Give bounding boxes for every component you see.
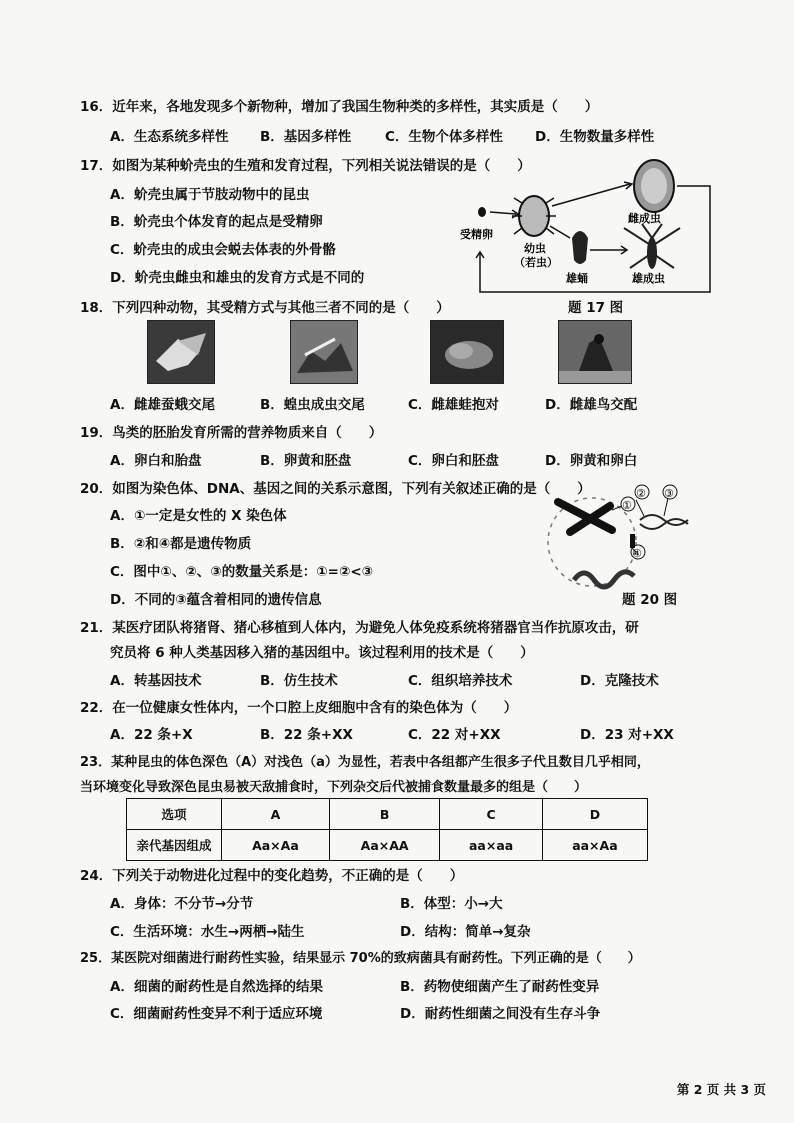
q24-option-c: C．生活环境：水生→两栖→陆生 — [110, 924, 305, 940]
table-header-row — [127, 799, 648, 830]
table-header-cell: B — [329, 799, 440, 830]
q20-option-a: A．①一定是女性的 X 染色体 — [110, 508, 287, 524]
q16-option-a: A．生态系统多样性 — [110, 129, 229, 145]
q19-option-d: D．卵黄和卵白 — [545, 453, 638, 469]
scale-insect-lifecycle-diagram — [452, 158, 722, 298]
table-header-cell: D — [542, 799, 647, 830]
q22-option-b: B．22 条+XX — [260, 727, 353, 743]
male-pupa-drawing — [572, 231, 588, 264]
question-21-stem: 21．某医疗团队将猪肾、猪心移植到人体内，为避免人体免疫系统将猪器官当作抗原攻击，研 — [80, 620, 639, 636]
q25-option-b: B．药物使细菌产生了耐药性变异 — [400, 979, 600, 995]
nymph-drawing — [519, 196, 549, 236]
bird-photo — [558, 320, 632, 384]
figure-20-caption: 题 20 图 — [622, 592, 678, 608]
q20-option-d: D．不同的③蕴含着相同的遗传信息 — [110, 592, 322, 608]
table-header-cell: 选项 — [127, 799, 222, 830]
question-21-stem-cont: 究员将 6 种人类基因移入猪的基因组中。该过程利用的技术是（ ） — [110, 645, 534, 661]
label-2: ② — [636, 487, 646, 500]
question-20-stem: 20．如图为染色体、DNA、基因之间的关系示意图，下列有关叙述正确的是（ ） — [80, 481, 591, 497]
table-cell: aa×Aa — [542, 830, 647, 861]
q25-option-c: C．细菌耐药性变异不利于适应环境 — [110, 1006, 323, 1022]
q17-option-a: A．蚧壳虫属于节肢动物中的昆虫 — [110, 187, 310, 203]
label-4: ④ — [632, 547, 642, 560]
q21-option-a: A．转基因技术 — [110, 673, 202, 689]
question-23-stem: 23．某种昆虫的体色深色（A）对浅色（a）为显性，若表中各组都产生很多子代且数目几乎相同， — [80, 755, 650, 770]
label-fertilized-egg: 受精卵 — [460, 228, 493, 241]
question-16-stem: 16．近年来，各地发现多个新物种，增加了我国生物种类的多样性，其实质是（ ） — [80, 99, 599, 115]
question-22-stem: 22．在一位健康女性体内，一个口腔上皮细胞中含有的染色体为（ ） — [80, 700, 518, 716]
label-nymph: 幼虫 — [524, 242, 546, 255]
locust-photo — [290, 320, 358, 384]
chromosome-drawing — [558, 502, 612, 532]
q22-option-a: A．22 条+X — [110, 727, 193, 743]
q16-option-c: C．生物个体多样性 — [385, 129, 503, 145]
label-male-pupa: 雄蛹 — [566, 272, 588, 285]
q21-option-c: C．组织培养技术 — [408, 673, 513, 689]
genotype-table — [126, 798, 648, 861]
label-3: ③ — [664, 487, 674, 500]
q16-option-d: D．生物数量多样性 — [535, 129, 655, 145]
q24-option-d: D．结构：简单→复杂 — [400, 924, 531, 940]
q18-option-d: D．雌雄鸟交配 — [545, 397, 638, 413]
table-cell: 亲代基因组成 — [127, 830, 222, 861]
q16-option-b: B．基因多样性 — [260, 129, 352, 145]
figure-17-caption: 题 17 图 — [568, 300, 624, 316]
q20-option-b: B．②和④都是遗传物质 — [110, 536, 252, 552]
question-17-stem: 17．如图为某种蚧壳虫的生殖和发育过程，下列相关说法错误的是（ ） — [80, 158, 531, 174]
question-24-stem: 24．下列关于动物进化过程中的变化趋势，不正确的是（ ） — [80, 868, 464, 884]
label-female-adult: 雌成虫 — [628, 212, 661, 225]
q24-option-b: B．体型：小→大 — [400, 896, 503, 912]
page-number: 第 2 页 共 3 页 — [676, 1082, 766, 1097]
label-1: ① — [622, 499, 632, 512]
q22-option-c: C．22 对+XX — [408, 727, 501, 743]
q18-option-a: A．雌雄蚕蛾交尾 — [110, 397, 215, 413]
q18-option-c: C．雌雄蛙抱对 — [408, 397, 499, 413]
q18-option-b: B．蝗虫成虫交尾 — [260, 397, 365, 413]
fertilized-egg-drawing — [478, 207, 486, 217]
table-cell: Aa×Aa — [222, 830, 330, 861]
q17-option-c: C．蚧壳虫的成虫会蜕去体表的外骨骼 — [110, 242, 336, 258]
table-header-cell: A — [222, 799, 330, 830]
dna-helix-drawing — [574, 572, 634, 587]
q21-option-b: B．仿生技术 — [260, 673, 338, 689]
frog-photo — [430, 320, 504, 384]
q19-option-b: B．卵黄和胚盘 — [260, 453, 352, 469]
q25-option-a: A．细菌的耐药性是自然选择的结果 — [110, 979, 323, 995]
q21-option-d: D．克隆技术 — [580, 673, 659, 689]
table-header-cell: C — [440, 799, 542, 830]
question-18-stem: 18．下列四种动物，其受精方式与其他三者不同的是（ ） — [80, 300, 450, 316]
question-23-stem-cont: 当环境变化导致深色昆虫易被天敌捕食时，下列杂交后代被捕食数量最多的组是（ ） — [80, 780, 588, 795]
label-male-adult: 雄成虫 — [632, 272, 665, 285]
q19-option-c: C．卵白和胚盘 — [408, 453, 499, 469]
q25-option-d: D．耐药性细菌之间没有生存斗争 — [400, 1006, 601, 1022]
table-row — [127, 830, 648, 861]
male-adult-drawing — [624, 224, 680, 269]
q24-option-a: A．身体：不分节→分节 — [110, 896, 254, 912]
q19-option-a: A．卵白和胎盘 — [110, 453, 202, 469]
table-cell: Aa×AA — [329, 830, 440, 861]
q17-option-b: B．蚧壳虫个体发育的起点是受精卵 — [110, 214, 323, 230]
chromosome-dna-gene-diagram — [540, 480, 700, 592]
question-19-stem: 19．鸟类的胚胎发育所需的营养物质来自（ ） — [80, 425, 383, 441]
q17-option-d: D．蚧壳虫雌虫和雄虫的发育方式是不同的 — [110, 270, 365, 286]
q22-option-d: D．23 对+XX — [580, 727, 674, 743]
q20-option-c: C．图中①、②、③的数量关系是：①=②<③ — [110, 564, 374, 580]
silkmoth-photo — [147, 320, 215, 384]
table-cell: aa×aa — [440, 830, 542, 861]
question-25-stem: 25．某医院对细菌进行耐药性实验，结果显示 70%的致病菌具有耐药性。下列正确的是（ ） — [80, 951, 641, 966]
label-nymph-alt: （若虫） — [514, 256, 558, 269]
